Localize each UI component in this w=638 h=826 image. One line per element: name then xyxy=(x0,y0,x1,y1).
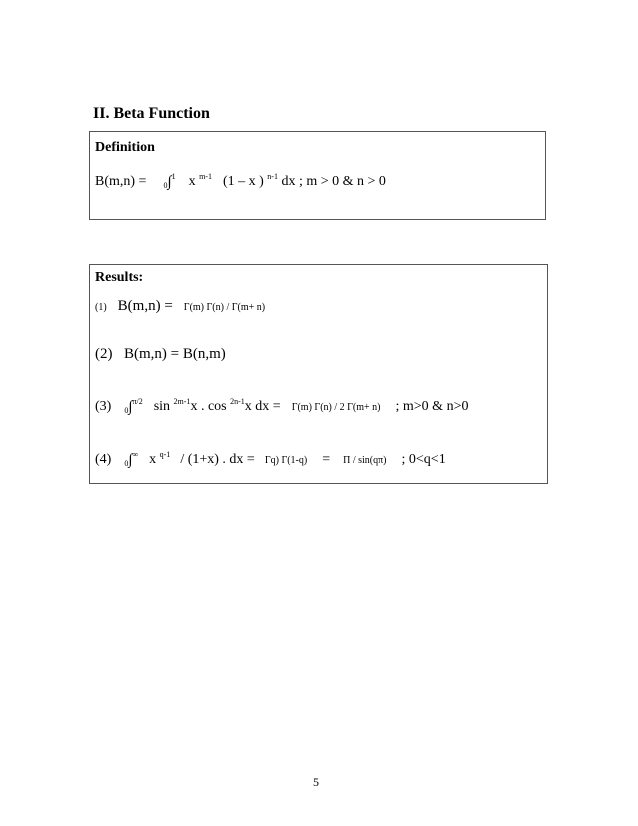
integral-sign-icon: ∫ xyxy=(167,174,172,190)
result-2-number: (2) xyxy=(95,346,113,362)
integral-lower-limit: 0 xyxy=(163,181,168,190)
result-3-upper-limit: π/2 xyxy=(132,397,143,406)
result-3-exponent-2: 2n-1 xyxy=(230,397,245,406)
result-2-text: B(m,n) = B(n,m) xyxy=(124,346,226,362)
result-4 xyxy=(95,451,446,468)
result-1-rhs: Γ(m) Γ(n) / Γ(m+ n) xyxy=(183,302,266,313)
result-4-pi: Π / sin(qπ) xyxy=(343,455,387,466)
result-4-number: (4) xyxy=(95,452,112,467)
result-3-rhs: Γ(m) Γ(n) / 2 Γ(m+ n) xyxy=(291,402,381,413)
results-title: Results: xyxy=(95,270,144,285)
integral-upper-limit: 1 xyxy=(171,172,176,181)
definition-paren: (1 – x ) xyxy=(222,174,264,189)
result-3-exponent-1: 2m-1 xyxy=(173,397,191,406)
result-3-dx: x dx = xyxy=(244,399,281,414)
definition-exponent-2: n-1 xyxy=(267,172,278,181)
integral-sign-icon: ∫ xyxy=(128,399,133,415)
result-1 xyxy=(95,298,265,315)
definition-title: Definition xyxy=(95,140,155,155)
result-1-number: (1) xyxy=(95,302,107,313)
definition-lhs: B(m,n) = xyxy=(95,174,147,189)
result-4-condition: ; 0<q<1 xyxy=(401,452,446,467)
result-3-lower-limit: 0 xyxy=(124,406,129,415)
result-3-mid: x . cos xyxy=(190,399,227,414)
result-1-lhs: B(m,n) = xyxy=(117,298,173,314)
definition-formula xyxy=(95,173,386,190)
result-2 xyxy=(95,346,226,363)
result-4-gamma: Γq) Γ(1-q) xyxy=(264,455,308,466)
result-3-condition: ; m>0 & n>0 xyxy=(395,399,469,414)
result-4-exponent: q-1 xyxy=(159,450,171,459)
result-4-equals: = xyxy=(322,452,331,467)
result-3-sin: sin xyxy=(153,399,171,414)
result-4-upper-limit: ∞ xyxy=(132,450,139,459)
definition-x: x xyxy=(188,174,196,189)
section-heading: II. Beta Function xyxy=(93,105,210,122)
page-number: 5 xyxy=(313,775,319,789)
result-4-lower-limit: 0 xyxy=(124,459,129,468)
integral-sign-icon: ∫ xyxy=(128,452,133,468)
result-4-mid: / (1+x) . dx = xyxy=(180,452,255,467)
definition-tail: dx ; m > 0 & n > 0 xyxy=(281,174,386,189)
definition-exponent-1: m-1 xyxy=(199,172,212,181)
result-3-number: (3) xyxy=(95,399,112,414)
result-3 xyxy=(95,398,468,415)
result-4-x: x xyxy=(149,452,157,467)
